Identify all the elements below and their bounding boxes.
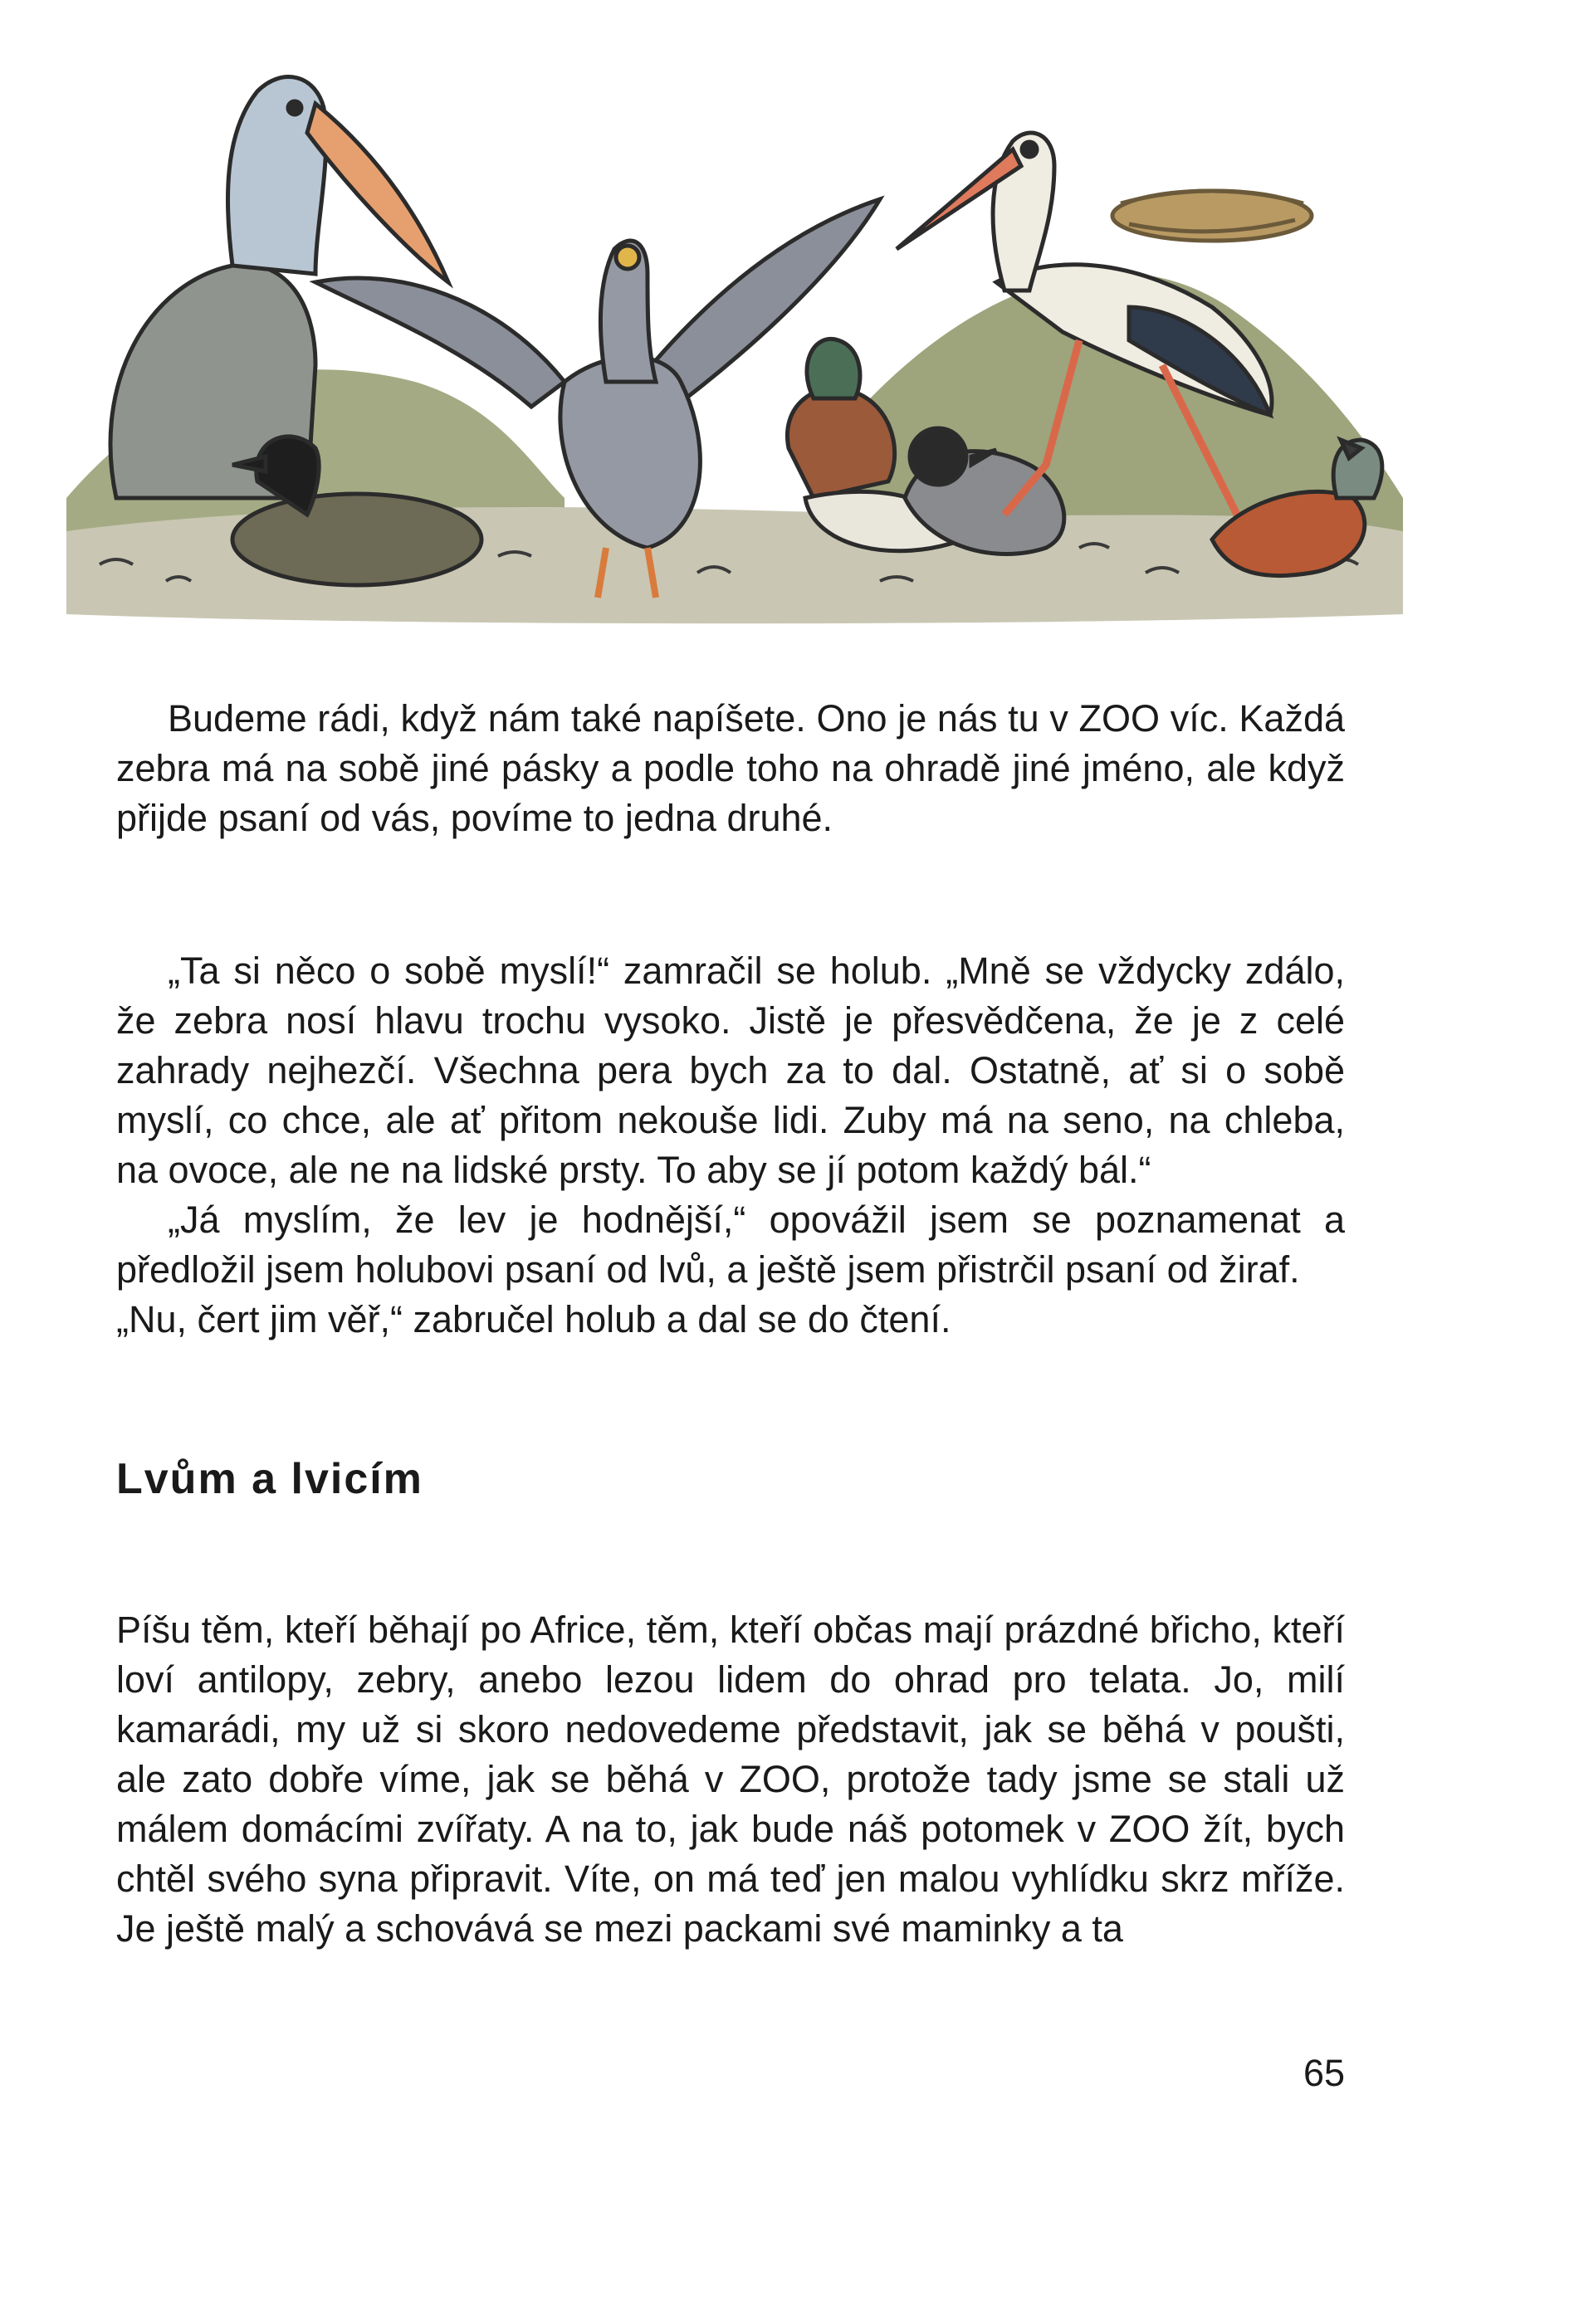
paragraph: „Ta si něco o sobě myslí!“ zamračil se holub. „Mně se vždycky zdálo, že zebra nosí hlavu trochu vysoko. Jistě je přesvědčena, že je z celé zahrady nejhezčí. Všechna pera bych za to dal. Ostatně, ať si o sobě myslí, co chce, ale ať přitom nekouše lidi. Zuby má na seno, na chleba, na ovoce, ale ne na lidské prsty. To aby se jí potom každý bál.“ bbox=[116, 950, 1345, 1191]
dialogue-text bbox=[116, 946, 1345, 1345]
paragraph: Budeme rádi, když nám také napíšete. Ono je nás tu v ZOO víc. Každá zebra má na sobě jiné pásky a podle toho na ohradě jiné jméno, ale když přijde psaní od vás, povíme to jedna druhé. bbox=[116, 697, 1345, 839]
page-number: 65 bbox=[1303, 2052, 1345, 2094]
birds-illustration-svg bbox=[66, 33, 1403, 631]
nest bbox=[1112, 191, 1312, 241]
birds-illustration bbox=[66, 33, 1403, 631]
letter-text bbox=[116, 1605, 1345, 1954]
section-heading: Lvům a lvicím bbox=[116, 1455, 423, 1503]
paragraph: „Nu, čert jim věř,“ zabručel holub a dal se do čtení. bbox=[116, 1298, 951, 1340]
intro-text bbox=[116, 694, 1345, 843]
paragraph: „Já myslím, že lev je hodnější,“ opovážil jsem se poznamenat a předložil jsem holubovi psaní od lvů, a ještě jsem přistrčil psaní od žiraf. bbox=[116, 1199, 1345, 1291]
paragraph: Píšu těm, kteří běhají po Africe, těm, kteří občas mají prázdné břicho, kteří loví antilopy, zebry, anebo lezou lidem do ohrad pro telata. Jo, milí kamarádi, my už si skoro nedovedeme představit, jak se běhá v poušti, ale zato dobře víme, jak se běhá v ZOO, protože tady jsme se stali už málem domácími zvířaty. A na to, jak bude náš potomek v ZOO žít, bych chtěl svého syna připravit. Víte, on má teď jen malou vyhlídku skrz mříže. Je ještě malý a schovává se mezi packami své maminky a ta bbox=[116, 1609, 1345, 1950]
